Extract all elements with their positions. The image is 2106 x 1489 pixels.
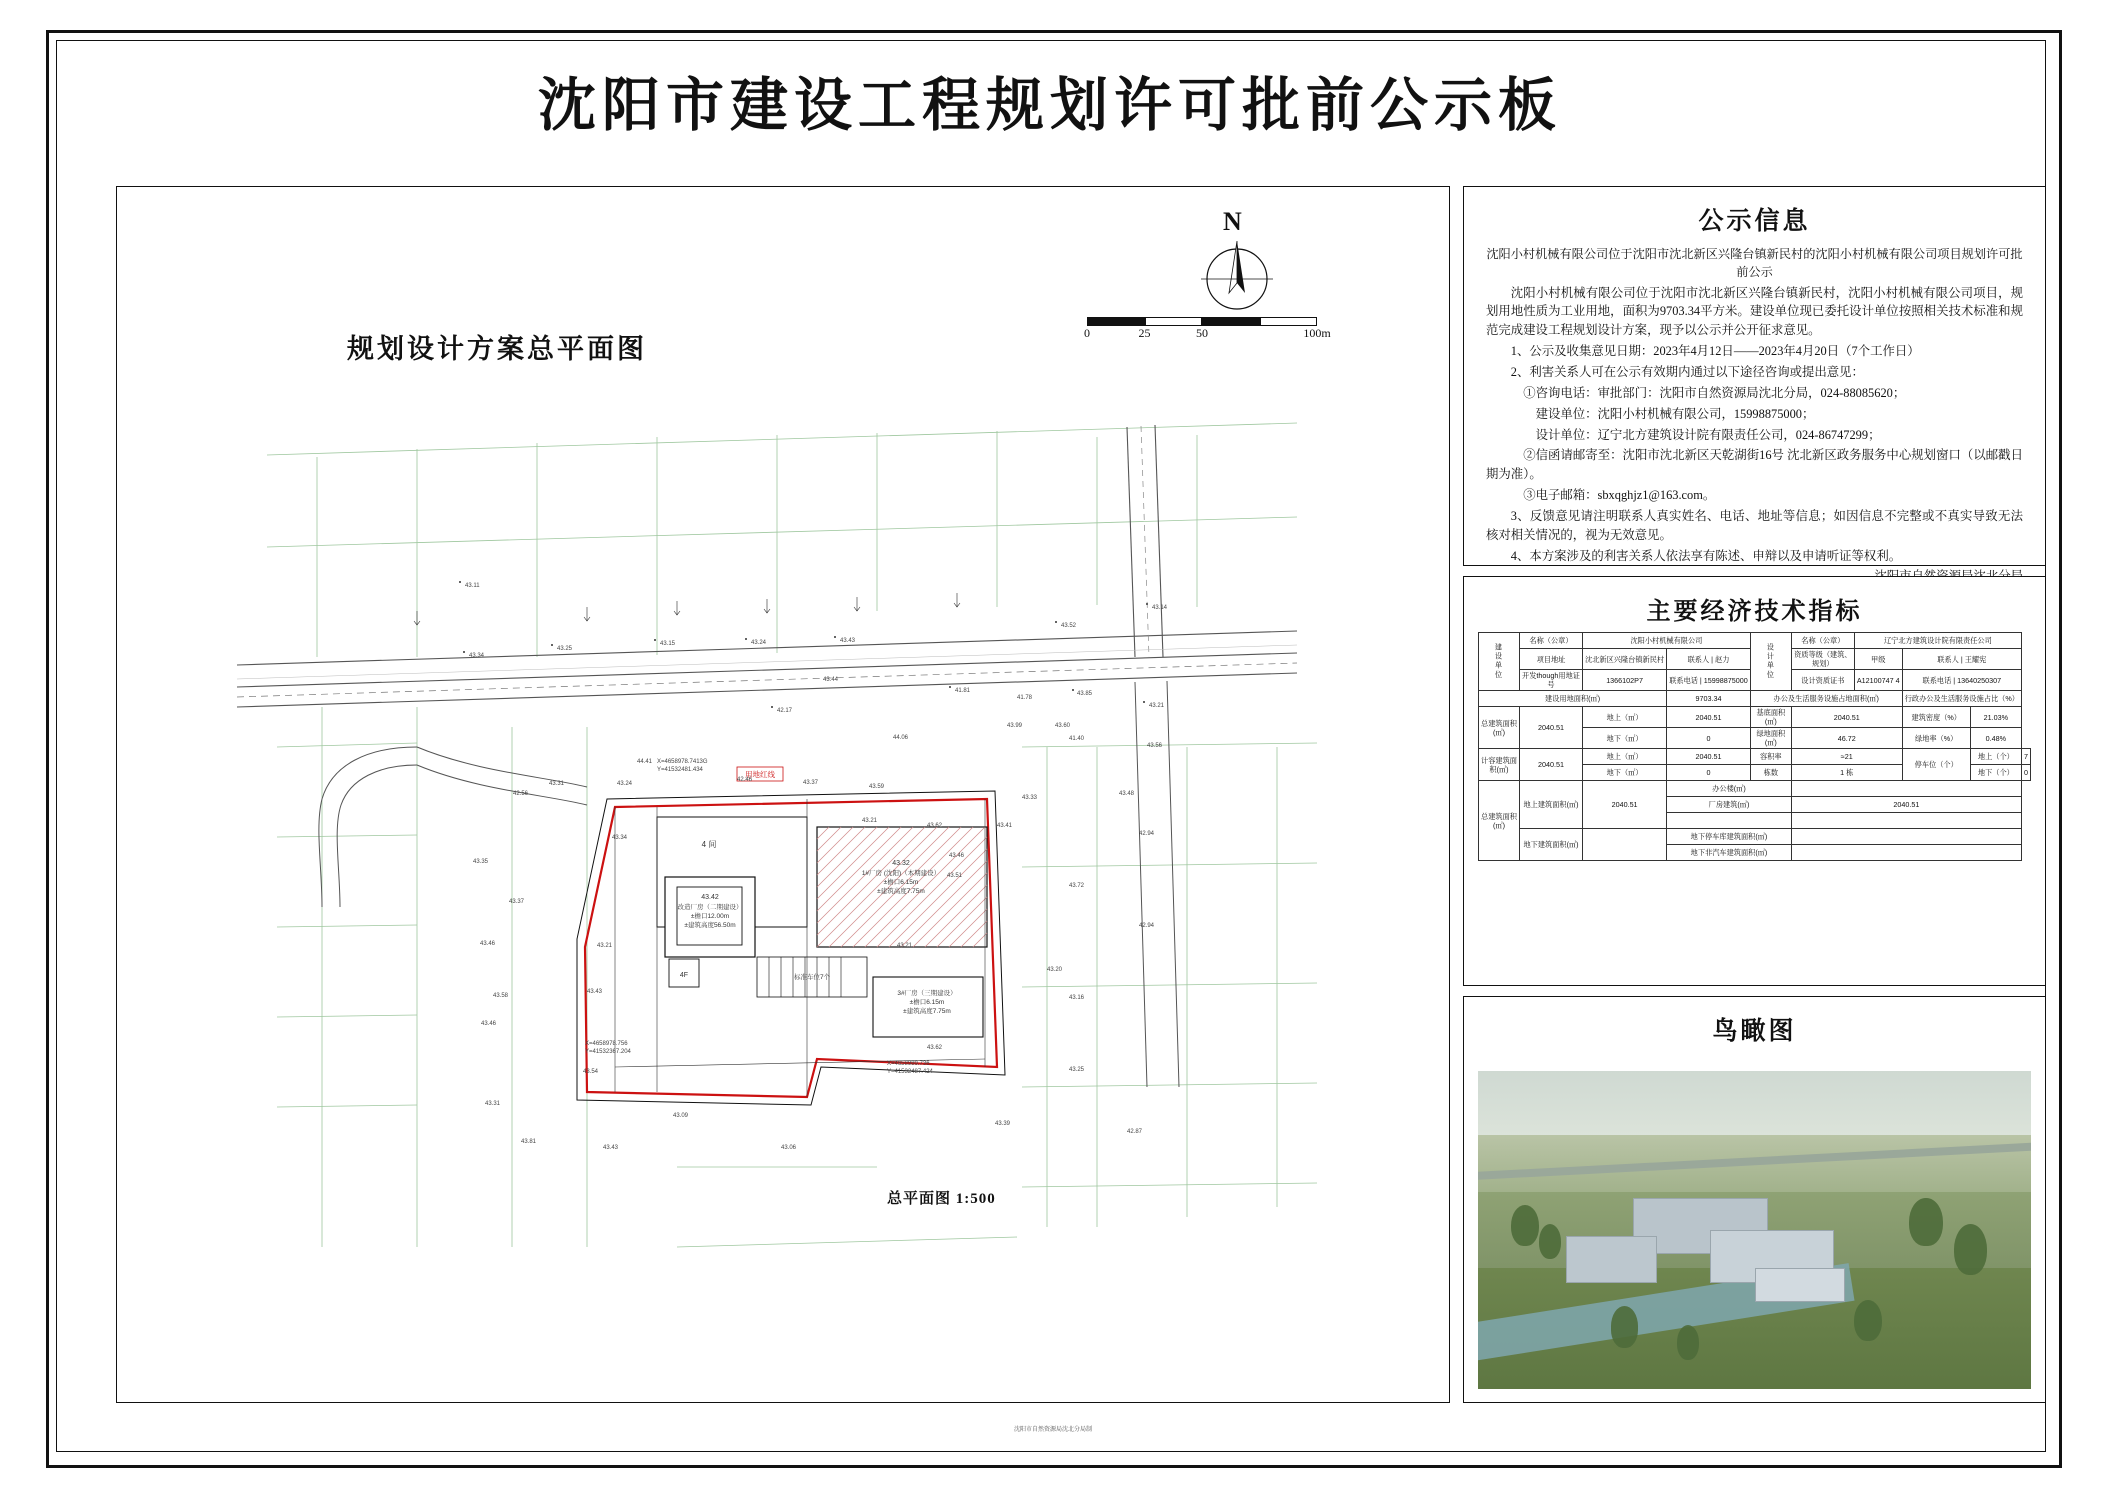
cell-ground2-label: 地上（㎡）	[1583, 749, 1667, 765]
notice-panel	[1463, 186, 2046, 566]
render-tree	[1511, 1205, 1539, 1246]
cell-name-label: 名称（公章）	[1520, 633, 1583, 649]
svg-text:1#厂房 (沈阳)（本期建设）: 1#厂房 (沈阳)（本期建设）	[861, 870, 941, 877]
svg-text:43.46: 43.46	[949, 853, 965, 859]
cell-above-label: 地上建筑面积(㎡)	[1520, 781, 1583, 829]
cell-floors-value: 1 栋	[1791, 765, 1902, 781]
render-tree	[1854, 1300, 1882, 1341]
svg-text:43.35: 43.35	[473, 859, 489, 865]
index-heading: 主要经济技术指标	[1646, 599, 1863, 625]
render-tree	[1611, 1306, 1639, 1347]
svg-text:43.14: 43.14	[1152, 605, 1168, 611]
economic-index-table	[1478, 632, 2031, 861]
cell-office-value	[1791, 781, 2021, 797]
svg-text:43.21: 43.21	[597, 943, 613, 949]
svg-text:42.56: 42.56	[513, 791, 529, 797]
notice-body	[1464, 237, 2045, 607]
cell-sum-label: 总建筑面积(㎡)	[1479, 781, 1520, 861]
cell-ground1-label: 地上（㎡）	[1583, 707, 1667, 728]
svg-text:±檐口6.15m: ±檐口6.15m	[883, 879, 919, 886]
aerial-render-image	[1478, 1071, 2031, 1389]
svg-text:43.34: 43.34	[469, 653, 485, 659]
svg-text:43.85: 43.85	[1077, 691, 1093, 697]
cell-below-label: 地下建筑面积(㎡)	[1520, 829, 1583, 861]
svg-text:X=4658978.756: X=4658978.756	[585, 1041, 628, 1047]
cell-land-area-value: 9703.34	[1667, 691, 1751, 707]
svg-text:Y=41532481.434: Y=41532481.434	[657, 767, 703, 773]
svg-text:4 间: 4 间	[701, 840, 717, 849]
cell-qualification-label: 资质等级（建筑、规划）	[1791, 649, 1854, 670]
cell-blank-2	[1791, 813, 2021, 829]
svg-text:43.06: 43.06	[781, 1145, 797, 1151]
svg-text:43.46: 43.46	[481, 1021, 497, 1027]
cell-designer-name-label: 名称（公章）	[1791, 633, 1854, 649]
cell-project-addr-label: 项目地址	[1520, 649, 1583, 670]
cell-density-label: 建筑密度（%）	[1902, 707, 1970, 728]
cell-below-garage-label: 地下停车库建筑面积(㎡)	[1667, 829, 1792, 845]
cell-greenrate-value: 0.48%	[1970, 728, 2021, 749]
svg-text:X=4658989.736: X=4658989.736	[887, 1061, 930, 1067]
svg-text:43.33: 43.33	[1022, 795, 1038, 801]
svg-text:43.16: 43.16	[1069, 995, 1085, 1001]
north-letter: N	[1223, 207, 1242, 236]
cell-ground2-value: 2040.51	[1667, 749, 1751, 765]
page-title: 沈阳市建设工程规划许可批前公示板	[537, 73, 1562, 138]
svg-text:±檐口12.00m: ±檐口12.00m	[690, 913, 730, 920]
svg-text:43.31: 43.31	[485, 1101, 501, 1107]
cell-land-area-label: 建设用地面积(㎡)	[1479, 691, 1667, 707]
svg-text:用地红线: 用地红线	[745, 770, 775, 779]
cell-floors-label: 栋数	[1750, 765, 1791, 781]
svg-text:43.43: 43.43	[840, 638, 856, 644]
plan-scale-caption: 总平面图 1:500	[887, 1191, 996, 1207]
notice-p9: 3、反馈意见请注明联系人真实姓名、电话、地址等信息；如因信息不完整或不真实导致无法核对相关情况的，视为无效意见。	[1486, 508, 2023, 542]
footer-note: 沈阳市自然资源局沈北分局制	[1013, 1427, 1092, 1433]
table-row	[1479, 633, 2031, 649]
cell-factory-label: 厂房建筑(㎡)	[1667, 797, 1792, 813]
table-row	[1479, 749, 2031, 765]
svg-text:43.34: 43.34	[612, 835, 628, 841]
svg-text:43.21: 43.21	[1149, 703, 1165, 709]
cell-total-build-value: 2040.51	[1520, 707, 1583, 749]
cell-base-label: 基底面积(㎡)	[1750, 707, 1791, 728]
svg-text:43.72: 43.72	[1069, 883, 1085, 889]
cell-builder-name: 沈阳小村机械有限公司	[1583, 633, 1751, 649]
notice-p8: ③电子邮箱：sbxqghjz1@163.com。	[1523, 488, 1716, 503]
notice-p7: ②信函请邮寄至：沈阳市沈北新区天乾湖街16号 沈北新区政务服务中心规划窗口（以邮戳日期为准）。	[1486, 448, 2023, 482]
svg-text:43.48: 43.48	[1119, 791, 1135, 797]
cell-landcert-label: 开发though用地证号	[1520, 670, 1583, 691]
svg-text:43.62: 43.62	[927, 1045, 943, 1051]
svg-text:42.17: 42.17	[777, 708, 793, 714]
cell-designcert-label: 设计资质证书	[1791, 670, 1854, 691]
cell-green-label: 绿地面积(㎡)	[1750, 728, 1791, 749]
cell-parking-up-value: 7	[2021, 749, 2030, 765]
economic-index-panel	[1463, 576, 2046, 986]
cell-total-build-label: 总建筑面积(㎡)	[1479, 707, 1520, 749]
svg-text:43.51: 43.51	[947, 873, 963, 879]
svg-text:43.39: 43.39	[995, 1121, 1011, 1127]
svg-text:Y=41532367.204: Y=41532367.204	[585, 1049, 631, 1055]
svg-text:43.24: 43.24	[617, 781, 633, 787]
svg-text:42.94: 42.94	[1139, 831, 1155, 837]
svg-text:43.42: 43.42	[701, 894, 719, 901]
svg-text:43.37: 43.37	[803, 780, 819, 786]
cell-parking-down-value: 0	[2021, 765, 2030, 781]
cell-public-label: 办公及生活服务设施占地面积(㎡)	[1750, 691, 1902, 707]
cell-landcert: 1366102P7	[1583, 670, 1667, 691]
notice-p3: 2、利害关系人可在公示有效期内通过以下途径咨询或提出意见：	[1510, 364, 1864, 379]
cell-factory-value: 2040.51	[1791, 797, 2021, 813]
cell-capacity-value: 2040.51	[1520, 749, 1583, 781]
svg-text:43.09: 43.09	[673, 1113, 689, 1119]
cell-under1-value: 0	[1667, 728, 1751, 749]
cell-base-value: 2040.51	[1791, 707, 1902, 728]
cell-designcert: A12100747 4	[1854, 670, 1902, 691]
notice-heading: 公示信息	[1698, 208, 1811, 235]
cell-capacity-label: 计容建筑面积(㎡)	[1479, 749, 1520, 781]
svg-text:43.56: 43.56	[1147, 743, 1163, 749]
svg-text:42.87: 42.87	[1127, 1129, 1143, 1135]
svg-text:43.62: 43.62	[927, 823, 943, 829]
svg-text:43.54: 43.54	[583, 1069, 599, 1075]
svg-text:43.43: 43.43	[587, 989, 603, 995]
site-plan-panel	[116, 186, 1450, 1403]
cell-parking-up: 地上（个）	[1970, 749, 2021, 765]
cell-builder-contact: 联系人 | 赵力	[1667, 649, 1751, 670]
notice-p5: 建设单位：沈阳小村机械有限公司，15998875000；	[1535, 406, 1815, 421]
svg-text:44.41: 44.41	[637, 759, 653, 765]
cell-greenrate-label: 绿地率（%）	[1902, 728, 1970, 749]
svg-text:43.46: 43.46	[480, 941, 496, 947]
svg-text:43.32: 43.32	[892, 860, 910, 867]
svg-text:±檐口6.15m: ±檐口6.15m	[909, 999, 945, 1006]
svg-text:41.81: 41.81	[955, 688, 971, 694]
cell-density-value: 21.03%	[1970, 707, 2021, 728]
svg-text:4F: 4F	[679, 972, 689, 979]
svg-text:43.25: 43.25	[1069, 1067, 1085, 1073]
svg-text:41.78: 41.78	[1017, 695, 1033, 701]
cell-below-value	[1583, 829, 1667, 861]
svg-text:43.11: 43.11	[465, 583, 480, 589]
notice-p1: 沈阳小村机械有限公司位于沈阳市沈北新区兴隆台镇新民村，沈阳小村机械有限公司项目，规划用地性质为工业用地，面积为9703.34平方米。建设单位现已委托设计单位按照相关技术标准和规范完成建设工程规划设计方案，现予以公示并公开征求意见。	[1486, 285, 2023, 338]
svg-text:X=4658978.7413G: X=4658978.7413G	[657, 759, 708, 765]
cell-builder-title: 建设单位	[1479, 633, 1520, 691]
cell-designer-title: 设计单位	[1750, 633, 1791, 691]
cell-ground1-value: 2040.51	[1667, 707, 1751, 728]
notice-lead: 沈阳小村机械有限公司位于沈阳市沈北新区兴隆台镇新民村的沈阳小村机械有限公司项目规划许可批前公示	[1486, 247, 2023, 280]
svg-text:43.21: 43.21	[862, 818, 878, 824]
cell-designer-name: 辽宁北方建筑设计院有限责任公司	[1854, 633, 2021, 649]
table-row	[1479, 829, 2031, 845]
cell-below-other-value	[1791, 845, 2021, 861]
notice-p6: 设计单位：辽宁北方建筑设计院有限责任公司，024-86747299；	[1535, 427, 1881, 442]
svg-text:43.81: 43.81	[521, 1139, 537, 1145]
svg-text:3#厂房（三期建设）: 3#厂房（三期建设）	[897, 990, 957, 997]
svg-text:43.21: 43.21	[897, 943, 913, 949]
cell-designer-contact: 联系人 | 王耀宪	[1902, 649, 2021, 670]
svg-text:43.20: 43.20	[1047, 967, 1063, 973]
scale-label-0: 0	[1084, 326, 1090, 340]
table-row	[1479, 707, 2031, 728]
plan-title: 规划设计方案总平面图	[347, 334, 647, 364]
site-plan-drawing	[117, 187, 1449, 1402]
notice-p4: ①咨询电话：审批部门：沈阳市自然资源局沈北分局，024-88085620；	[1523, 385, 1906, 400]
svg-text:±建筑高度7.75m: ±建筑高度7.75m	[877, 888, 925, 895]
render-building-4	[1755, 1268, 1845, 1302]
svg-text:±建筑高度7.75m: ±建筑高度7.75m	[903, 1008, 951, 1015]
notice-p2: 1、公示及收集意见日期：2023年4月12日——2023年4月20日（7个工作日）	[1510, 344, 1920, 359]
svg-text:42.46: 42.46	[737, 777, 753, 783]
scale-label-50: 50	[1196, 326, 1208, 340]
svg-text:43.31: 43.31	[549, 781, 565, 787]
cell-under2-value: 0	[1667, 765, 1751, 781]
cell-parking-down: 地下（个）	[1970, 765, 2021, 781]
svg-text:41.40: 41.40	[1069, 736, 1085, 742]
cell-office-label: 办公楼(㎡)	[1667, 781, 1792, 797]
cell-qualification: 甲级	[1854, 649, 1902, 670]
aerial-view-panel	[1463, 996, 2046, 1403]
cell-under2-label: 地下（㎡）	[1583, 765, 1667, 781]
svg-text:43.58: 43.58	[493, 993, 509, 999]
cell-green-value: 46.72	[1791, 728, 1902, 749]
svg-text:43.60: 43.60	[1055, 723, 1071, 729]
svg-text:43.99: 43.99	[1007, 723, 1023, 729]
render-building-3	[1566, 1236, 1656, 1283]
scale-label-25: 25	[1138, 326, 1151, 340]
svg-text:43.41: 43.41	[997, 823, 1013, 829]
svg-text:43.15: 43.15	[660, 641, 676, 647]
cell-designer-phone: 联系电话 | 13640250307	[1902, 670, 2021, 691]
svg-text:改造厂房（二期建设）: 改造厂房（二期建设）	[677, 904, 743, 911]
cell-plotratio-value: ≈21	[1791, 749, 1902, 765]
svg-text:43.25: 43.25	[557, 646, 573, 652]
render-tree	[1954, 1224, 1987, 1275]
cell-parking-label: 停车位（个）	[1902, 749, 1970, 781]
cell-below-garage-value	[1791, 829, 2021, 845]
render-tree	[1677, 1325, 1699, 1360]
svg-text:43.43: 43.43	[603, 1145, 619, 1151]
cell-under1-label: 地下（㎡）	[1583, 728, 1667, 749]
render-tree	[1909, 1198, 1942, 1246]
cell-project-addr: 沈北新区兴隆台镇新民村	[1583, 649, 1667, 670]
svg-text:标准车位7个: 标准车位7个	[793, 974, 831, 981]
svg-text:43.52: 43.52	[1061, 623, 1077, 629]
svg-text:Y=41532487.424: Y=41532487.424	[887, 1069, 933, 1075]
cell-admin-label: 行政办公及生活服务设施占比（%）	[1902, 691, 2021, 707]
svg-text:44.06: 44.06	[893, 735, 909, 741]
svg-text:42.94: 42.94	[1139, 923, 1155, 929]
svg-text:43.24: 43.24	[751, 640, 767, 646]
cell-below-other-label: 地下非汽车建筑面积(㎡)	[1667, 845, 1792, 861]
render-tree	[1539, 1224, 1561, 1259]
svg-text:43.44: 43.44	[823, 677, 839, 683]
render-heading: 鸟瞰图	[1712, 1018, 1797, 1045]
table-row	[1479, 691, 2031, 707]
svg-text:43.59: 43.59	[869, 784, 885, 790]
svg-text:±建筑高度56.50m: ±建筑高度56.50m	[684, 922, 736, 929]
table-row	[1479, 781, 2031, 797]
cell-plotratio-label: 容积率	[1750, 749, 1791, 765]
notice-p10: 4、本方案涉及的利害关系人依法享有陈述、申辩以及申请听证等权利。	[1510, 548, 1902, 563]
cell-above-value: 2040.51	[1583, 781, 1667, 829]
cell-builder-phone: 联系电话 | 15998875000	[1667, 670, 1751, 691]
scale-label-100: 100m	[1303, 326, 1331, 340]
cell-blank-1	[1667, 813, 1792, 829]
svg-text:43.37: 43.37	[509, 899, 525, 905]
